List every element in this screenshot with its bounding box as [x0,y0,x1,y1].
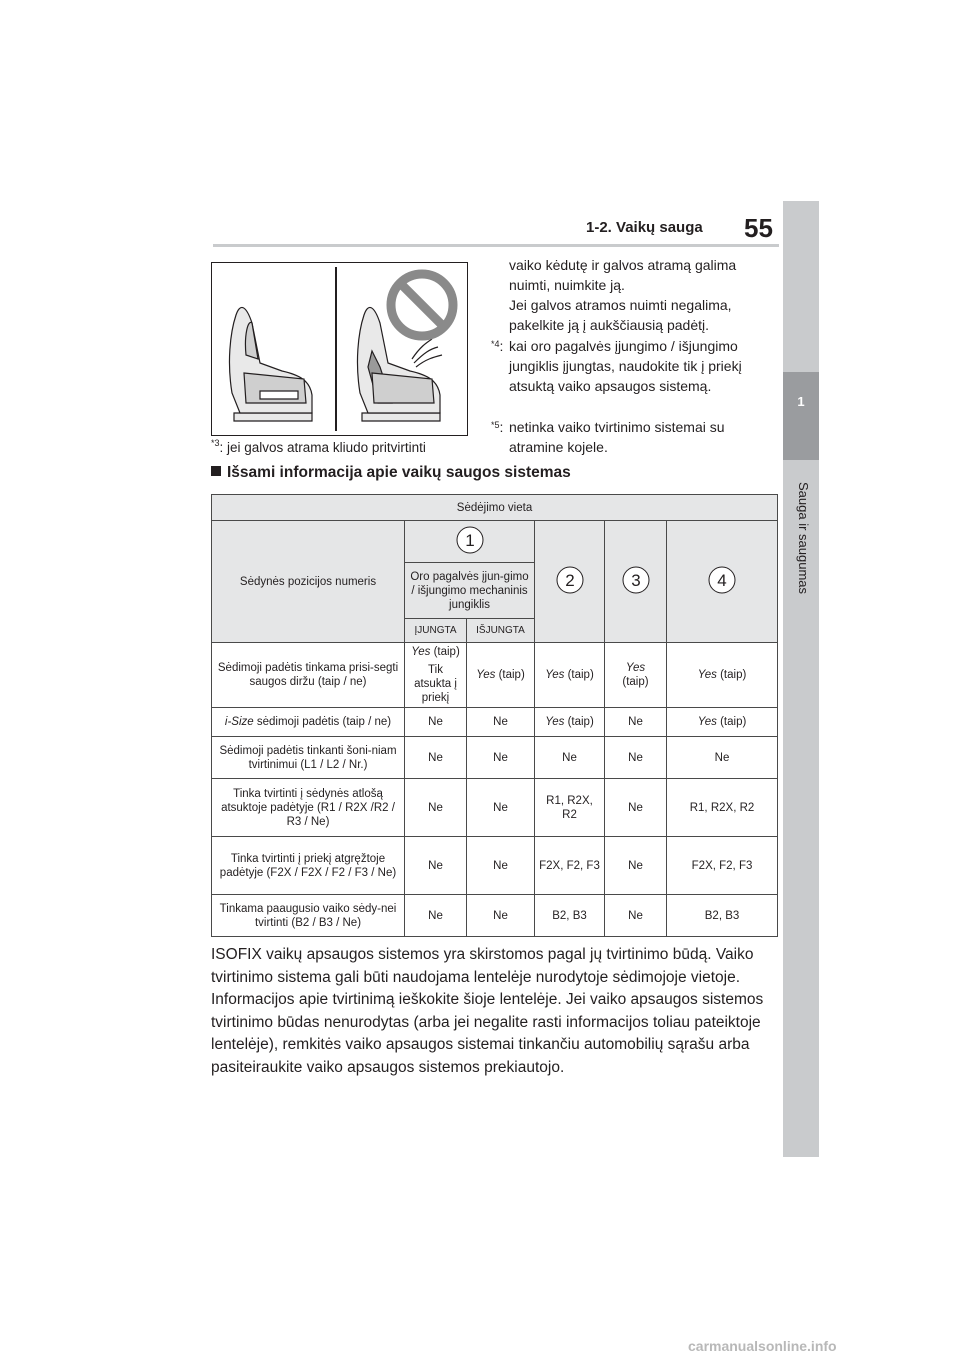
cell: R1, R2X, R2 [667,779,778,837]
cell: Ne [605,737,667,779]
cell: Yes (taip) [535,643,605,708]
caption-text: : jei galvos atrama kliudo pritvirtinti [219,440,426,455]
note-5-marker: *5 [491,420,500,430]
seat-table [211,494,778,937]
seat-3-header [605,521,667,643]
header-rule [213,244,779,247]
side-tab-number: 1 [797,394,805,409]
seat-1-number: 1 [464,530,475,550]
cell: Yes (taip) [667,643,778,708]
table-row [212,895,778,937]
note-5-text: netinka vaiko tvirtinimo sistemai su atramine kojele. [509,419,725,455]
seat-2-number: 2 [564,570,575,590]
cell: Yes (taip) [667,708,778,737]
cell: B2, B3 [535,895,605,937]
cell: Ne [467,779,535,837]
child-seat-left-icon [229,307,312,421]
cell: Ne [405,895,467,937]
cell: Ne [467,837,535,895]
note-4-marker: *4 [491,339,500,349]
table-row [212,643,778,708]
table-row [212,837,778,895]
note-continuation [491,255,761,335]
cell: Ne [405,708,467,737]
cell: F2X, F2, F3 [667,837,778,895]
table-row [212,737,778,779]
section-title: 1-2. Vaikų sauga [586,219,703,236]
cell: Yes (taip) [535,708,605,737]
prohibition-icon [391,274,453,336]
cell: Ne [605,895,667,937]
child-seat-drawing [212,263,467,435]
cell: Ne [605,708,667,737]
table-top-header: Sėdėjimo vieta [212,495,778,521]
cell: Ne [467,708,535,737]
row-label: Sėdimoji padėtis tinkanti šoni-niam tvirtinimui (L1 / L2 / Nr.) [212,737,405,779]
caption-marker: *3 [211,438,220,448]
seat-1-badge-icon [455,525,485,555]
row-label: Sėdimoji padėtis tinkama prisi-segti saugos diržu (taip / ne) [212,643,405,708]
seat-3-number: 3 [630,570,641,590]
page-number: 55 [744,213,773,243]
cell: B2, B3 [667,895,778,937]
seat-4-badge-icon [707,565,737,595]
cell: Yes (taip) [467,643,535,708]
subheading-text: Išsami informacija apie vaikų saugos sistemas [227,464,571,481]
seat-1-header [405,521,535,563]
cell: Ne [535,737,605,779]
child-seat-illustration [211,262,468,436]
row-label: Tinka tvirtinti į sėdynės atlošą atsuktoje padėtyje (R1 / R2X /R2 / R3 / Ne) [212,779,405,837]
cell: Ne [667,737,778,779]
front-only-note: Tik atsukta į priekį [414,664,457,704]
row-label: i-Size sėdimoji padėtis (taip / ne) [212,708,405,737]
table-row [212,708,778,737]
cell: Ne [405,779,467,837]
cell: Ne [405,737,467,779]
square-bullet-icon [211,466,221,476]
switch-off-header: IŠJUNGTA [467,619,535,643]
side-tab-number-box [783,372,819,460]
row-label: Tinka tvirtinti į priekį atgręžtoje padėtyje (F2X / F2X / F2 / F3 / Ne) [212,837,405,895]
seat-4-number: 4 [717,570,727,590]
cell: Ne [605,779,667,837]
watermark: carmanualsonline.info [688,1338,837,1354]
note-4-text: kai oro pagalvės įjungimo / išjungimo jungiklis įjungtas, naudokite tik į priekį atsuktą vaiko apsaugos sistemą. [509,338,742,394]
note-continuation-text: vaiko kėdutę ir galvos atramą galima nuimti, nuimkite ją. Jei galvos atramos nuimti negalima, pakelkite ją į aukščiausią padėtį. [509,257,737,333]
side-tab [783,201,819,1157]
seat-position-header: Sėdynės pozicijos numeris [212,521,405,643]
switch-on-header: ĮJUNGTA [405,619,467,643]
cell: Ne [467,895,535,937]
seat-2-badge-icon [555,565,585,595]
cell: Ne [405,837,467,895]
airbag-switch-header: Oro pagalvės įjun-gimo / išjungimo mechaninis jungiklis [405,563,535,619]
body-paragraph: ISOFIX vaikų apsaugos sistemos yra skirstomos pagal jų tvirtinimo būdą. Vaiko tvirtinimo sistema gali būti naudojama lentelėje nurodytoje sėdimojoje vietoje. Informacijos apie tvirtinimą ieškokite šioje lentelėje. Jei vaiko apsaugos sistemos tvirtinimo būdas nenurodytas (arba jei negalite rasti informacijos toliau pateiktoje lentelėje), remkitės vaiko apsaugos sistemai tinkančiu automobilių sąrašu arba pasiteiraukite vaiko apsaugos sistemos prekiautojo. [211,946,764,1076]
cell: Yes (taip) Tik atsukta į priekį [405,643,467,708]
seat-3-badge-icon [621,565,651,595]
seat-4-header [667,521,778,643]
cell: F2X, F2, F3 [535,837,605,895]
cell: Ne [605,837,667,895]
cell: Ne [467,737,535,779]
note-4: $^{*4}$: kai oro pagalvės įjungimo / išjungimo jungiklis įjungtas, naudokite tik į priekį atsuktą vaiko apsaugos sistemą. [491,336,761,396]
illustration-caption [211,440,426,455]
subheading [211,464,571,482]
side-tab-label: Sauga ir saugumas [796,482,811,595]
cell: Yes (taip) [605,643,667,708]
table-row [212,779,778,837]
row-label: Tinkama paaugusio vaiko sėdy-nei tvirtinti (B2 / B3 / Ne) [212,895,405,937]
cell: R1, R2X, R2 [535,779,605,837]
seat-2-header [535,521,605,643]
note-5: $^{*5}$: netinka vaiko tvirtinimo sistemai su atramine kojele. [491,417,761,457]
